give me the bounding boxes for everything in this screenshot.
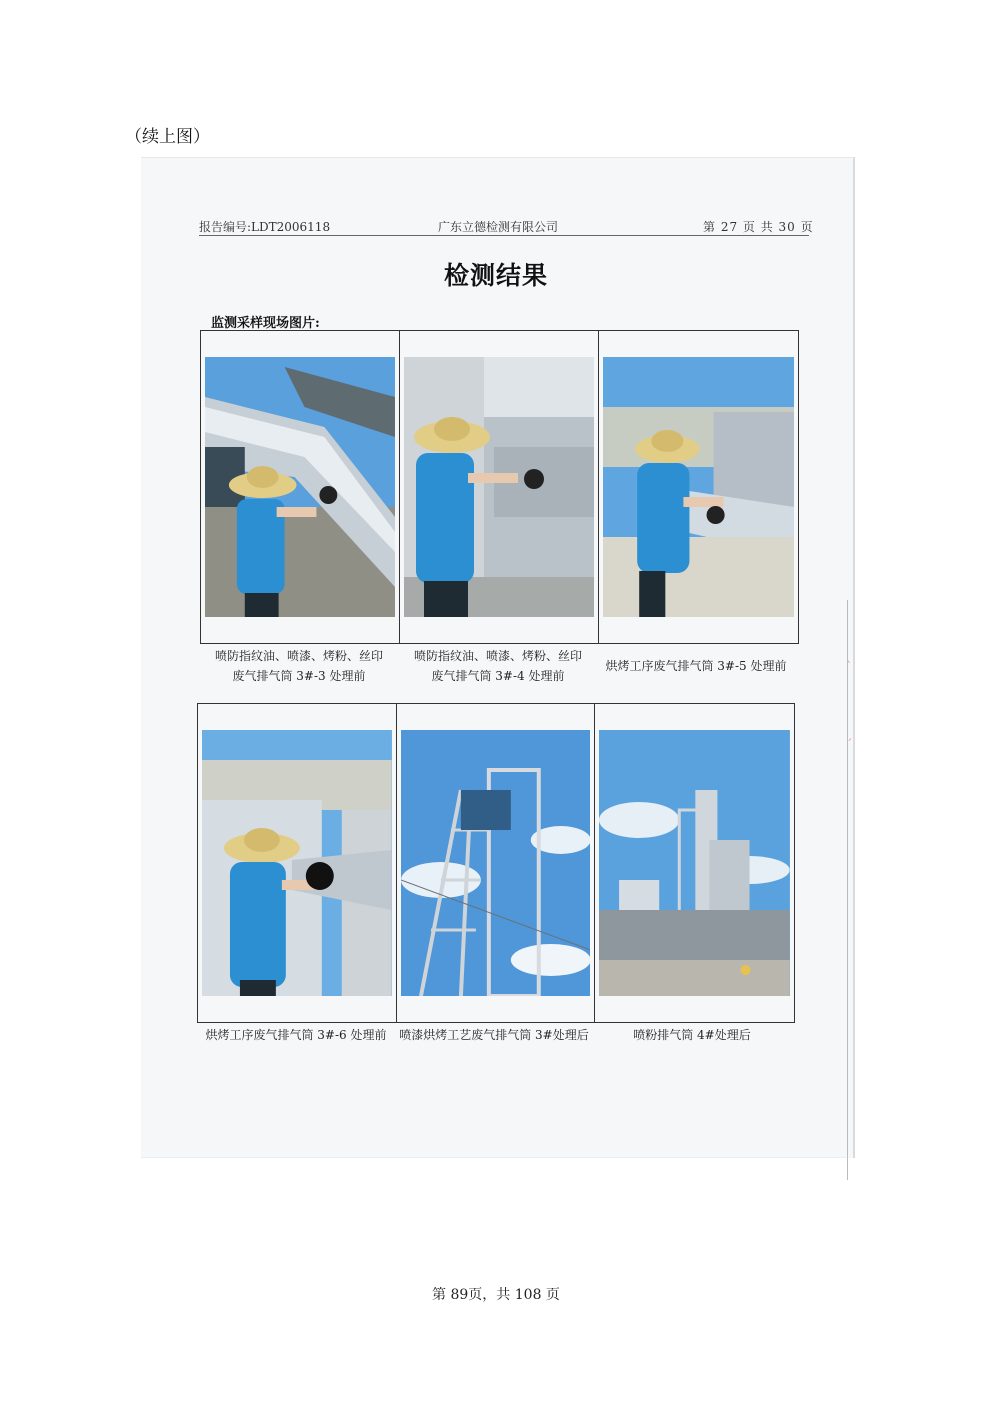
header-divider: [199, 235, 809, 236]
photo-caption: 喷防指纹油、喷漆、烤粉、丝印 废气排气筒 3#-3 处理前: [214, 649, 383, 683]
page-title: 检测结果: [443, 261, 548, 290]
page-footer: 第 89页，共 108 页: [432, 1287, 560, 1303]
photo-caption: 喷漆烘烤工艺废气排气筒 3#处理后: [399, 1028, 589, 1042]
report-number: 报告编号:LDT2006118: [199, 220, 331, 234]
photo-grid-row-1: [200, 330, 799, 644]
photo-caption: 喷粉排气筒 4#处理后: [633, 1028, 751, 1042]
photo-caption: 喷防指纹油、喷漆、烤粉、丝印 废气排气筒 3#-4 处理前: [413, 649, 582, 683]
photo-cell: [201, 331, 400, 643]
photo-cell: [400, 331, 599, 643]
photo-rooftop-duct-sampling: [205, 357, 395, 617]
report-page-number: 第 27 页 共 30 页: [703, 220, 814, 234]
scan-bottom-edge: [141, 1157, 846, 1158]
photo-stack-ladder: [401, 730, 591, 996]
photo-cell: [397, 704, 596, 1022]
photo-cell: [595, 704, 794, 1022]
continuation-label: （续上图）: [125, 127, 210, 147]
photo-cell: [599, 331, 798, 643]
photo-duct-sampling-wall: [202, 730, 392, 996]
stamp-fragment: ˋ: [846, 660, 853, 675]
photo-cell: [198, 704, 397, 1022]
section-subtitle: 监测采样现场图片:: [211, 316, 320, 331]
photo-duct-sampling-rooftop: [603, 357, 794, 617]
stamp-fragment: ˊ: [846, 738, 853, 753]
scan-edge: [847, 600, 856, 1180]
photo-duct-sampling-tank: [404, 357, 594, 617]
photo-caption: 烘烤工序废气排气筒 3#-5 处理前: [605, 659, 787, 673]
photo-grid-row-2: [197, 703, 795, 1023]
company-name: 广东立德检测有限公司: [438, 220, 559, 234]
photo-stack-tower: [599, 730, 790, 996]
photo-caption: 烘烤工序废气排气筒 3#-6 处理前: [205, 1028, 387, 1042]
